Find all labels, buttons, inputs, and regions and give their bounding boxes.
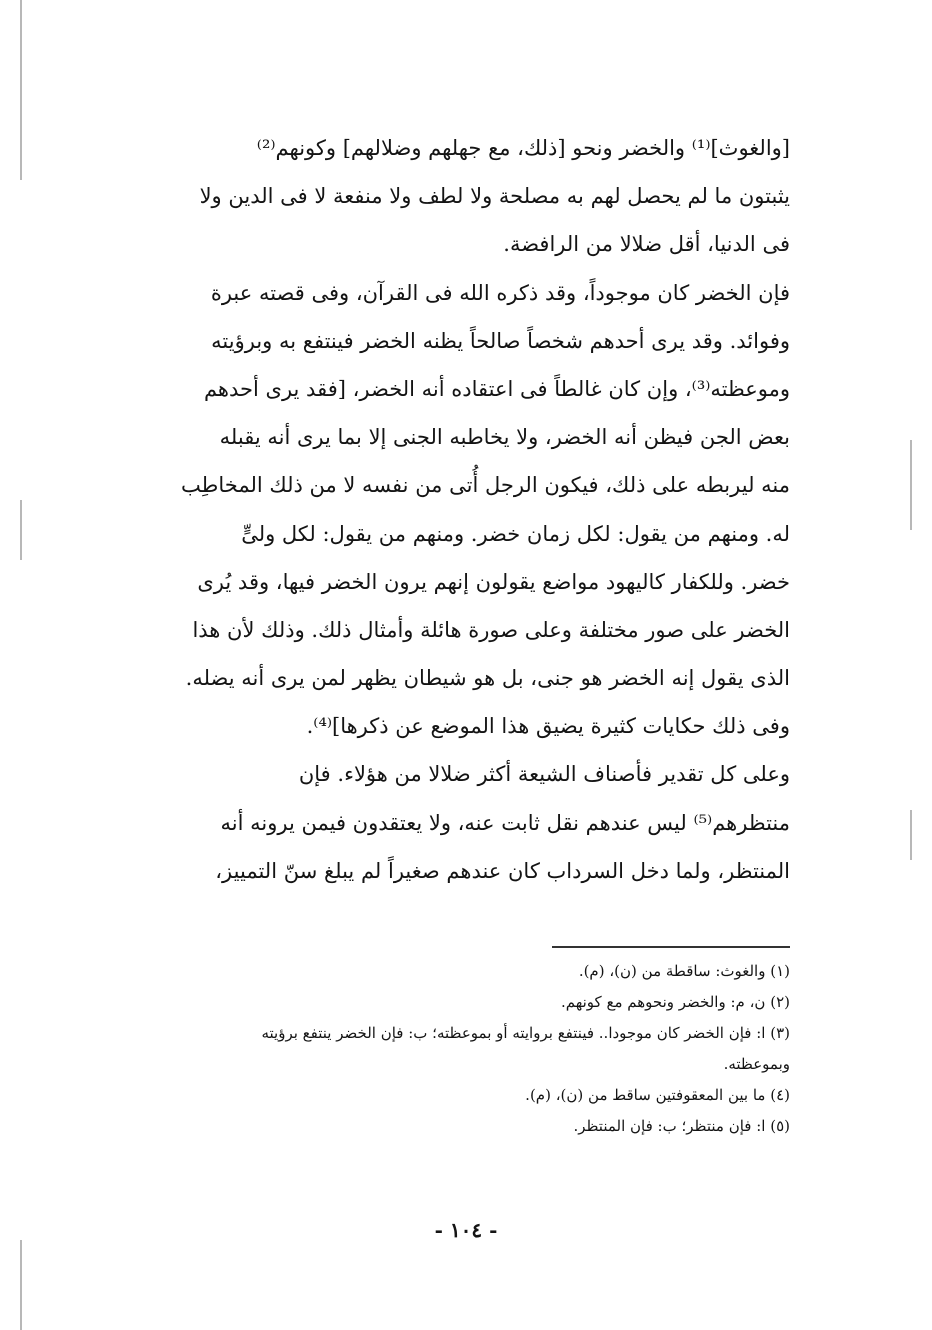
footnote-line: (٢) ن، م: والخضر ونحوهم مع كونهم. <box>560 993 790 1011</box>
left-margin-mark <box>20 1240 22 1330</box>
text-line: فى الدنيا، أقل ضلالا من الرافضة. <box>503 232 790 257</box>
left-margin-mark <box>20 500 22 560</box>
text-line: له. ومنهم من يقول: لكل زمان خضر. ومنهم من يقول: لكل ولىٍّ <box>241 521 790 546</box>
footnote-line: (٥) ا: فإن منتظر؛ ب: فإن المنتظر. <box>573 1117 790 1135</box>
text-line: يثبتون ما لم يحصل لهم به مصلحة ولا لطف ولا منفعة لا فى الدين ولا <box>199 184 790 209</box>
text-line: الذى يقول إنه الخضر هو جنى، بل هو شيطان يظهر لمن يرى أنه يضله. <box>185 666 790 691</box>
text-line: وموعظته⁽³⁾، وإن كان غالطاً فى اعتقاده أنه الخضر، [فقد يرى أحدهم <box>203 376 790 401</box>
text-line: منتظرهم⁽⁵⁾ ليس عندهم نقل ثابت عنه، ولا يعتقدون فيمن يرونه أنه <box>220 810 790 835</box>
text-line: منه ليربطه على ذلك، فيكون الرجل أُتى من نفسه لا من ذلك المخاطِب <box>181 473 790 498</box>
text-line: [والغوث]⁽¹⁾ والخضر ونحو [ذلك، مع جهلهم وضلالهم] وكونهم⁽²⁾ <box>256 136 790 160</box>
text-line: وفى ذلك حكايات كثيرة يضيق هذا الموضع عن ذكرها]⁽⁴⁾. <box>306 714 790 739</box>
page-number: - ١٠٤ - <box>434 1218 498 1242</box>
main-text <box>96 124 790 895</box>
footnotes <box>96 956 790 1142</box>
footnote-line: وبموعظته. <box>723 1055 790 1073</box>
right-margin-mark <box>910 440 912 530</box>
left-margin-mark <box>20 0 22 180</box>
text-line: وفوائد. وقد يرى أحدهم شخصاً صالحاً يظنه الخضر فينتفع به وبرؤيته <box>211 328 790 353</box>
text-line: بعض الجن فيظن أنه الخضر، ولا يخاطبه الجنى إلا بما يرى أنه يقبله <box>219 425 790 450</box>
text-line: خضر. وللكفار كاليهود مواضع يقولون إنهم يرون الخضر فيها، وقد يُرى <box>197 569 790 594</box>
text-line: المنتظر، ولما دخل السرداب كان عندهم صغيراً لم يبلغ سنّ التمييز، <box>215 858 790 883</box>
text-line: الخضر على صور مختلفة وعلى صورة هائلة وأمثال ذلك. وذلك لأن هذا <box>192 617 790 642</box>
footnote-line: (٣) ا: فإن الخضر كان موجودا.. فينتفع بروايته أو بموعظته؛ ب: فإن الخضر ينتفع برؤيته <box>261 1024 790 1042</box>
text-line: فإن الخضر كان موجوداً، وقد ذكره الله فى القرآن، وفى قصته عبرة <box>210 280 790 305</box>
footnote-divider <box>552 946 790 948</box>
footnote-line: (١) والغوث: ساقطة من (ن)، (م). <box>578 962 790 980</box>
right-margin-mark <box>910 810 912 860</box>
text-line: وعلى كل تقدير فأصناف الشيعة أكثر ضلالا من هؤلاء. فإن <box>298 762 790 787</box>
footnote-line: (٤) ما بين المعقوفتين ساقط من (ن)، (م). <box>525 1086 790 1104</box>
